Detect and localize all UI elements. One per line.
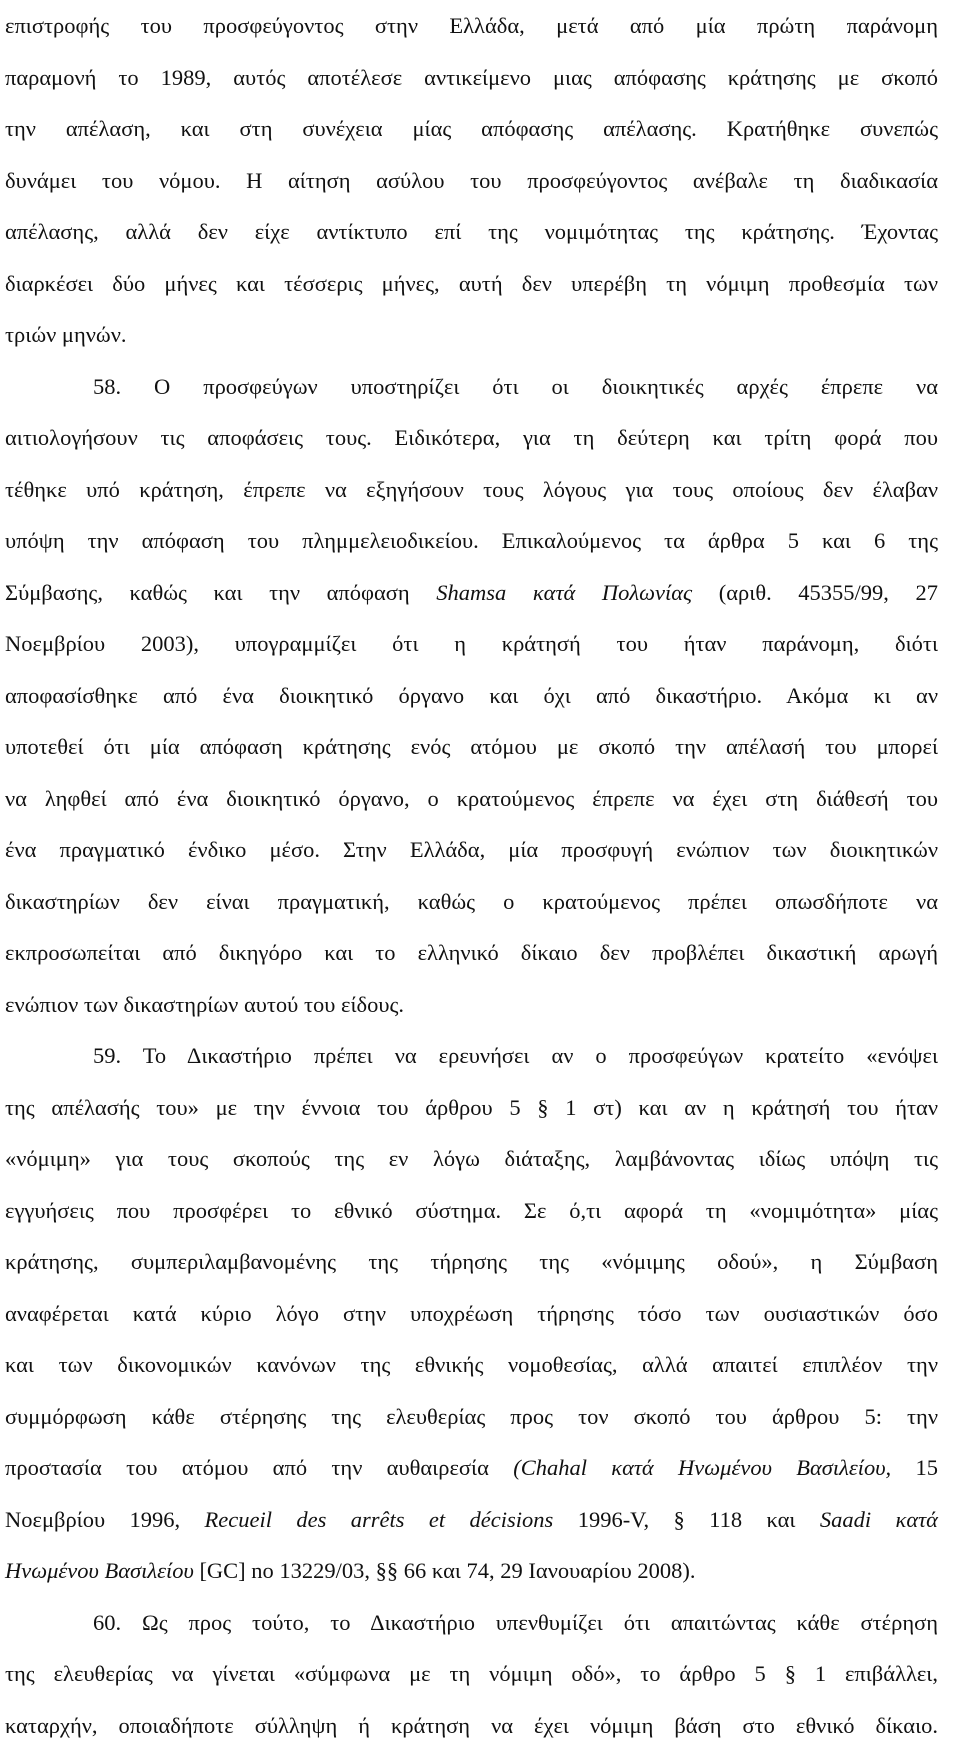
text-segment: και των δικονομικών κανόνων της εθνικής νομοθεσίας, αλλά απαιτεί επιπλέον την xyxy=(5,1352,938,1377)
text-segment: προστασία του ατόμου από την αυθαιρεσία xyxy=(5,1455,513,1480)
text-line xyxy=(5,1133,938,1185)
paragraph-number: 58. xyxy=(93,374,121,399)
text-segment: κράτησης, συμπεριλαμβανομένης της τήρησης της «νόμιμης οδού», η Σύμβαση xyxy=(5,1249,938,1274)
text-line xyxy=(5,258,938,310)
text-line xyxy=(5,1700,938,1751)
text-line xyxy=(5,670,938,722)
text-line xyxy=(5,1185,938,1237)
text-segment: υποτεθεί ότι μία απόφαση κράτησης ενός ατόμου με σκοπό την απέλασή του μπορεί xyxy=(5,734,938,759)
text-segment: Σύμβασης, καθώς και την απόφαση xyxy=(5,580,436,605)
text-line xyxy=(5,567,938,619)
text-segment: συμμόρφωση κάθε στέρησης της ελευθερίας προς τον σκοπό του άρθρου 5: την xyxy=(5,1404,938,1429)
text-segment: Ως προς τούτο, το Δικαστήριο υπενθυμίζει ότι απαιτώντας κάθε στέρηση xyxy=(142,1610,938,1635)
paragraph-p59 xyxy=(5,1030,938,1597)
text-line xyxy=(5,1030,938,1082)
italic-citation: (Chahal κατά Ηνωμένου Βασιλείου, xyxy=(513,1455,891,1480)
text-line xyxy=(5,412,938,464)
text-segment: 15 xyxy=(891,1455,938,1480)
text-segment: την απέλαση, και στη συνέχεια μίας απόφασης απέλασης. Κρατήθηκε συνεπώς xyxy=(5,116,938,141)
text-line xyxy=(5,464,938,516)
text-line xyxy=(5,1339,938,1391)
text-line xyxy=(5,1494,938,1546)
text-segment: εκπροσωπείται από δικηγόρο και το ελληνικό δίκαιο δεν προβλέπει δικαστική αρωγή xyxy=(5,940,938,965)
text-line xyxy=(5,309,938,361)
text-segment: Νοεμβρίου 1996, xyxy=(5,1507,205,1532)
paragraph-p60 xyxy=(5,1597,938,1751)
text-segment: εγγυήσεις που προσφέρει το εθνικό σύστημα. Σε ό,τι αφορά τη «νομιμότητα» μίας xyxy=(5,1198,938,1223)
paragraph-number: 59. xyxy=(93,1043,121,1068)
text-segment: Ο προσφεύγων υποστηρίζει ότι οι διοικητικές αρχές έπρεπε να xyxy=(154,374,938,399)
text-segment: 1996-V, § 118 και xyxy=(553,1507,820,1532)
text-segment: δυνάμει του νόμου. Η αίτηση ασύλου του προσφεύγοντος ανέβαλε τη διαδικασία xyxy=(5,168,938,193)
text-line xyxy=(5,927,938,979)
text-line xyxy=(5,0,938,52)
text-line xyxy=(5,979,938,1031)
text-line xyxy=(5,1288,938,1340)
text-segment: της ελευθερίας να γίνεται «σύμφωνα με τη νόμιμη οδό», το άρθρο 5 § 1 επιβάλλει, xyxy=(5,1661,938,1686)
text-segment: αποφασίσθηκε από ένα διοικητικό όργανο και όχι από δικαστήριο. Ακόμα κι αν xyxy=(5,683,938,708)
text-line xyxy=(5,1391,938,1443)
text-segment: αιτιολογήσουν τις αποφάσεις τους. Ειδικότερα, για τη δεύτερη και τρίτη φορά που xyxy=(5,425,938,450)
text-segment: της απέλασής του» με την έννοια του άρθρου 5 § 1 στ) και αν η κράτησή του ήταν xyxy=(5,1095,938,1120)
text-line xyxy=(5,1236,938,1288)
text-line xyxy=(5,103,938,155)
text-segment: απέλασης, αλλά δεν είχε αντίκτυπο επί της νομιμότητας της κράτησης. Έχοντας xyxy=(5,219,938,244)
text-segment: να ληφθεί από ένα διοικητικό όργανο, ο κρατούμενος έπρεπε να έχει στη διάθεσή του xyxy=(5,786,938,811)
text-line xyxy=(5,773,938,825)
text-segment: (αριθ. 45355/99, 27 xyxy=(692,580,938,605)
text-segment: ένα πραγματικό ένδικο μέσο. Στην Ελλάδα, μία προσφυγή ενώπιον των διοικητικών xyxy=(5,837,938,862)
text-line xyxy=(5,361,938,413)
text-segment: ενώπιον των δικαστηρίων αυτού του είδους. xyxy=(5,992,404,1017)
text-line xyxy=(5,206,938,258)
text-segment: «νόμιμη» για τους σκοπούς της εν λόγω διάταξης, λαμβάνοντας ιδίως υπόψη τις xyxy=(5,1146,938,1171)
text-line xyxy=(5,1442,938,1494)
italic-citation: Ηνωμένου Βασιλείου xyxy=(5,1558,194,1583)
text-segment: καταρχήν, οποιαδήποτε σύλληψη ή κράτηση να έχει νόμιμη βάση στο εθνικό δίκαιο. xyxy=(5,1713,938,1738)
text-line xyxy=(5,824,938,876)
paragraph-number: 60. xyxy=(93,1610,121,1635)
text-segment: Νοεμβρίου 2003), υπογραμμίζει ότι η κράτησή του ήταν παράνομη, διότι xyxy=(5,631,938,656)
text-segment: Το Δικαστήριο πρέπει να ερευνήσει αν ο προσφεύγων κρατείτο «ενόψει xyxy=(143,1043,938,1068)
text-segment: τέθηκε υπό κράτηση, έπρεπε να εξηγήσουν τους λόγους για τους οποίους δεν έλαβαν xyxy=(5,477,938,502)
text-segment: διαρκέσει δύο μήνες και τέσσερις μήνες, αυτή δεν υπερέβη τη νόμιμη προθεσμία των xyxy=(5,271,938,296)
italic-citation: Saadi κατά xyxy=(820,1507,938,1532)
text-segment: υπόψη την απόφαση του πλημμελειοδικείου. Επικαλούμενος τα άρθρα 5 και 6 της xyxy=(5,528,938,553)
italic-citation: Recueil des arrêts et décisions xyxy=(205,1507,554,1532)
text-segment: παραμονή το 1989, αυτός αποτέλεσε αντικείμενο μιας απόφασης κράτησης με σκοπό xyxy=(5,65,938,90)
text-line xyxy=(5,721,938,773)
text-line xyxy=(5,52,938,104)
text-segment: δικαστηρίων δεν είναι πραγματική, καθώς ο κρατούμενος πρέπει οπωσδήποτε να xyxy=(5,889,938,914)
text-line xyxy=(5,155,938,207)
text-line xyxy=(5,618,938,670)
text-segment: τριών μηνών. xyxy=(5,322,127,347)
text-line xyxy=(5,876,938,928)
text-segment: επιστροφής του προσφεύγοντος στην Ελλάδα, μετά από μία πρώτη παράνομη xyxy=(5,13,938,38)
text-line xyxy=(5,515,938,567)
text-segment: [GC] no 13229/03, §§ 66 και 74, 29 Ιανουαρίου 2008). xyxy=(194,1558,696,1583)
paragraph-p58 xyxy=(5,361,938,1031)
italic-citation: Shamsa κατά Πολωνίας xyxy=(436,580,692,605)
text-line xyxy=(5,1545,938,1597)
text-line xyxy=(5,1082,938,1134)
text-line xyxy=(5,1648,938,1700)
paragraph-p57_cont xyxy=(5,0,938,361)
text-line xyxy=(5,1597,938,1649)
text-segment: αναφέρεται κατά κύριο λόγο στην υποχρέωση τήρησης τόσο των ουσιαστικών όσο xyxy=(5,1301,938,1326)
